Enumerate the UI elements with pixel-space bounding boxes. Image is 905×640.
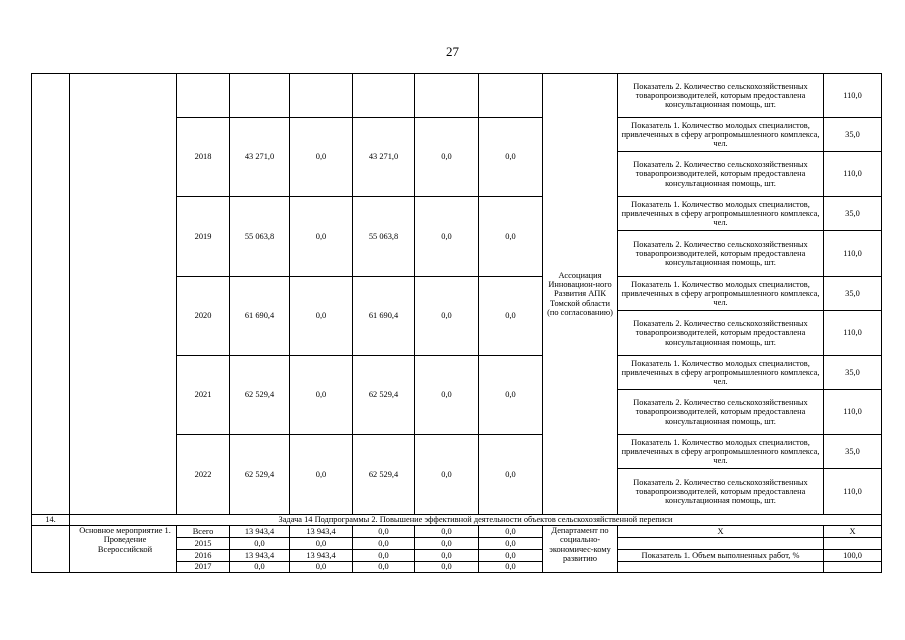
regional-cell: 61 690,4 xyxy=(353,277,415,356)
program-table xyxy=(31,73,882,573)
federal-cell: 13 943,4 xyxy=(290,550,353,562)
federal-cell: 0,0 xyxy=(290,118,353,197)
local-cell: 0,0 xyxy=(415,550,479,562)
extrabudget-cell: 0,0 xyxy=(479,197,543,277)
total-cell: 0,0 xyxy=(230,538,290,550)
regional-cell: 62 529,4 xyxy=(353,356,415,435)
empty-cell xyxy=(618,562,824,573)
empty-cell xyxy=(824,538,882,550)
indicator-value: 110,0 xyxy=(824,469,882,515)
indicator-value: 110,0 xyxy=(824,231,882,277)
local-cell: 0,0 xyxy=(415,118,479,197)
extrabudget-cell: 0,0 xyxy=(479,277,543,356)
task-text: Задача 14 Подпрограммы 2. Повышение эффективной деятельности объектов сельскохозяйственной переписи xyxy=(70,515,882,526)
table-row xyxy=(32,526,882,538)
row-label: 2015 xyxy=(177,538,230,550)
local-cell: 0,0 xyxy=(415,277,479,356)
year-cell: 2021 xyxy=(177,356,230,435)
local-cell: 0,0 xyxy=(415,356,479,435)
x-cell: Х xyxy=(824,526,882,538)
indicator-cell: Показатель 2. Количество сельскохозяйственных товаропроизводителей, которым предоставлена консультационная помощь, шт. xyxy=(618,152,824,197)
regional-cell: 0,0 xyxy=(353,550,415,562)
total-cell: 13 943,4 xyxy=(230,526,290,538)
indicator-cell: Показатель 1. Количество молодых специалистов, привлеченных в сферу агропромышленного комплекса, чел. xyxy=(618,435,824,469)
indicator-value: 100,0 xyxy=(824,550,882,562)
indicator-value: 35,0 xyxy=(824,118,882,152)
total-cell: 13 943,4 xyxy=(230,550,290,562)
indicator-cell: Показатель 1. Количество молодых специалистов, привлеченных в сферу агропромышленного комплекса, чел. xyxy=(618,197,824,231)
extrabudget-cell: 0,0 xyxy=(479,435,543,515)
table-row xyxy=(32,74,882,118)
indicator-cell: Показатель 2. Количество сельскохозяйственных товаропроизводителей, которым предоставлена консультационная помощь, шт. xyxy=(618,311,824,356)
indicator-cell: Показатель 1. Количество молодых специалистов, привлеченных в сферу агропромышленного комплекса, чел. xyxy=(618,118,824,152)
extrabudget-cell: 0,0 xyxy=(479,562,543,573)
year-cell: 2020 xyxy=(177,277,230,356)
regional-cell: 0,0 xyxy=(353,538,415,550)
indicator-value: 35,0 xyxy=(824,356,882,390)
total-cell: 62 529,4 xyxy=(230,435,290,515)
federal-cell: 0,0 xyxy=(290,538,353,550)
empty-cell xyxy=(824,562,882,573)
regional-cell: 43 271,0 xyxy=(353,118,415,197)
local-cell: 0,0 xyxy=(415,435,479,515)
regional-cell: 0,0 xyxy=(353,526,415,538)
x-cell: Х xyxy=(618,526,824,538)
executor-text: Ассоциация Инновацион-ного Развития АПК Томской области (по согласованию) xyxy=(547,270,613,317)
total-cell: 61 690,4 xyxy=(230,277,290,356)
local-cell: 0,0 xyxy=(415,538,479,550)
number-cell xyxy=(32,74,70,515)
number-cell xyxy=(32,526,70,573)
regional-cell: 0,0 xyxy=(353,562,415,573)
extrabudget-cell: 0,0 xyxy=(479,538,543,550)
indicator-value: 110,0 xyxy=(824,74,882,118)
year-cell: 2019 xyxy=(177,197,230,277)
total-cell: 55 063,8 xyxy=(230,197,290,277)
department-cell: Департамент по социально-экономичес-кому развитию xyxy=(543,526,618,573)
indicator-cell: Показатель 2. Количество сельскохозяйственных товаропроизводителей, которым предоставлена консультационная помощь, шт. xyxy=(618,231,824,277)
total-cell: 0,0 xyxy=(230,562,290,573)
local-cell: 0,0 xyxy=(415,562,479,573)
indicator-value: 110,0 xyxy=(824,390,882,435)
year-cell: 2022 xyxy=(177,435,230,515)
row-label: Всего xyxy=(177,526,230,538)
extrabudget-cell: 0,0 xyxy=(479,526,543,538)
year-cell: 2018 xyxy=(177,118,230,197)
local-cell: 0,0 xyxy=(415,197,479,277)
indicator-cell: Показатель 1. Количество молодых специалистов, привлеченных в сферу агропромышленного комплекса, чел. xyxy=(618,356,824,390)
federal-cell: 0,0 xyxy=(290,277,353,356)
row-label: 2017 xyxy=(177,562,230,573)
indicator-value: 110,0 xyxy=(824,311,882,356)
regional-cell: 62 529,4 xyxy=(353,435,415,515)
indicator-cell: Показатель 2. Количество сельскохозяйственных товаропроизводителей, которым предоставлена консультационная помощь, шт. xyxy=(618,74,824,118)
page-number: 27 xyxy=(446,44,459,59)
task-row xyxy=(32,515,882,526)
local-cell: 0,0 xyxy=(415,526,479,538)
indicator-value: 35,0 xyxy=(824,197,882,231)
total-cell: 43 271,0 xyxy=(230,118,290,197)
empty-cell xyxy=(618,538,824,550)
indicator-value: 35,0 xyxy=(824,435,882,469)
indicator-value: 35,0 xyxy=(824,277,882,311)
indicator-value: 110,0 xyxy=(824,152,882,197)
total-cell: 62 529,4 xyxy=(230,356,290,435)
extrabudget-cell: 0,0 xyxy=(479,356,543,435)
executor-cell xyxy=(543,74,618,515)
federal-cell: 0,0 xyxy=(290,435,353,515)
federal-cell: 0,0 xyxy=(290,197,353,277)
row-label: 2016 xyxy=(177,550,230,562)
regional-cell: 55 063,8 xyxy=(353,197,415,277)
federal-cell: 0,0 xyxy=(290,356,353,435)
indicator-cell: Показатель 2. Количество сельскохозяйственных товаропроизводителей, которым предоставлена консультационная помощь, шт. xyxy=(618,390,824,435)
federal-cell: 0,0 xyxy=(290,562,353,573)
event-name: Основное мероприятие 1. Проведение Всероссийской xyxy=(70,526,177,573)
indicator-cell: Показатель 2. Количество сельскохозяйственных товаропроизводителей, которым предоставлена консультационная помощь, шт. xyxy=(618,469,824,515)
indicator-cell: Показатель 1. Количество молодых специалистов, привлеченных в сферу агропромышленного комплекса, чел. xyxy=(618,277,824,311)
indicator-cell: Показатель 1. Объем выполненных работ, % xyxy=(618,550,824,562)
federal-cell: 13 943,4 xyxy=(290,526,353,538)
name-cell xyxy=(70,74,177,515)
task-number: 14. xyxy=(32,515,70,526)
extrabudget-cell: 0,0 xyxy=(479,118,543,197)
extrabudget-cell: 0,0 xyxy=(479,550,543,562)
